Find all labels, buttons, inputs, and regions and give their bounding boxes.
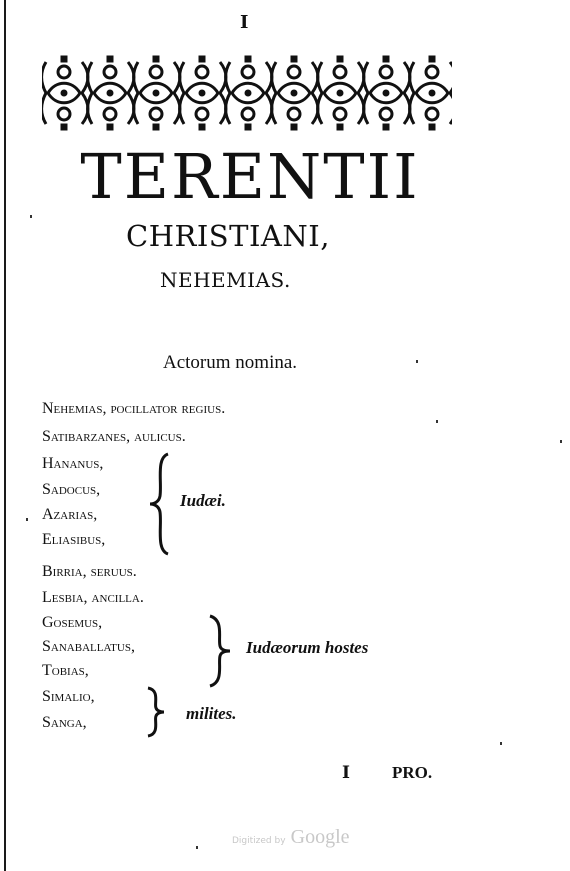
digitization-watermark <box>232 826 350 849</box>
ornament-border <box>42 52 452 134</box>
cast-list-item: Birria, seruus. <box>42 563 137 580</box>
brace-iudaei <box>148 452 174 556</box>
watermark-small-text: Digitized by <box>232 836 286 846</box>
ink-speck <box>416 360 418 363</box>
brace-milites <box>144 686 166 738</box>
ink-speck <box>30 215 32 218</box>
page-edge-rule <box>4 0 6 871</box>
title-author-surname: CHRISTIANI, <box>126 219 330 253</box>
cast-list-item: Hananus, <box>42 455 104 472</box>
ink-speck <box>500 742 502 745</box>
cast-list-item: Azarias, <box>42 506 98 523</box>
cast-list-item: Simalio, <box>42 688 95 705</box>
title-author-name: TERENTII <box>80 140 420 213</box>
cast-list-item: Sadocus, <box>42 481 101 498</box>
cast-list-item: Eliasibus, <box>42 531 106 548</box>
group-label-milites: milites. <box>186 704 237 723</box>
cast-list-item: Satibarzanes, aulicus. <box>42 428 186 445</box>
cast-list-item: Tobias, <box>42 662 89 679</box>
signature-mark-bottom: I <box>342 763 350 783</box>
group-label-hostes: Iudæorum hostes <box>246 638 369 657</box>
signature-mark-top: I <box>240 12 249 33</box>
watermark-logo-text: Google <box>290 826 350 848</box>
title-play-name: NEHEMIAS. <box>160 268 291 292</box>
ink-speck <box>436 420 438 423</box>
cast-list-item: Sanaballatus, <box>42 638 135 655</box>
cast-list-item: Gosemus, <box>42 614 103 631</box>
cast-list-item: Sanga, <box>42 714 87 731</box>
catchword: PRO. <box>392 763 433 782</box>
ink-speck <box>196 846 198 849</box>
cast-heading: Actorum nomina. <box>163 352 298 373</box>
group-label-iudaei: Iudæi. <box>180 491 226 510</box>
cast-list-item: Nehemias, pocillator regius. <box>42 400 226 417</box>
brace-hostes <box>206 614 232 688</box>
ink-speck <box>560 440 562 443</box>
ink-speck <box>26 518 28 521</box>
cast-list-item: Lesbia, ancilla. <box>42 589 144 606</box>
